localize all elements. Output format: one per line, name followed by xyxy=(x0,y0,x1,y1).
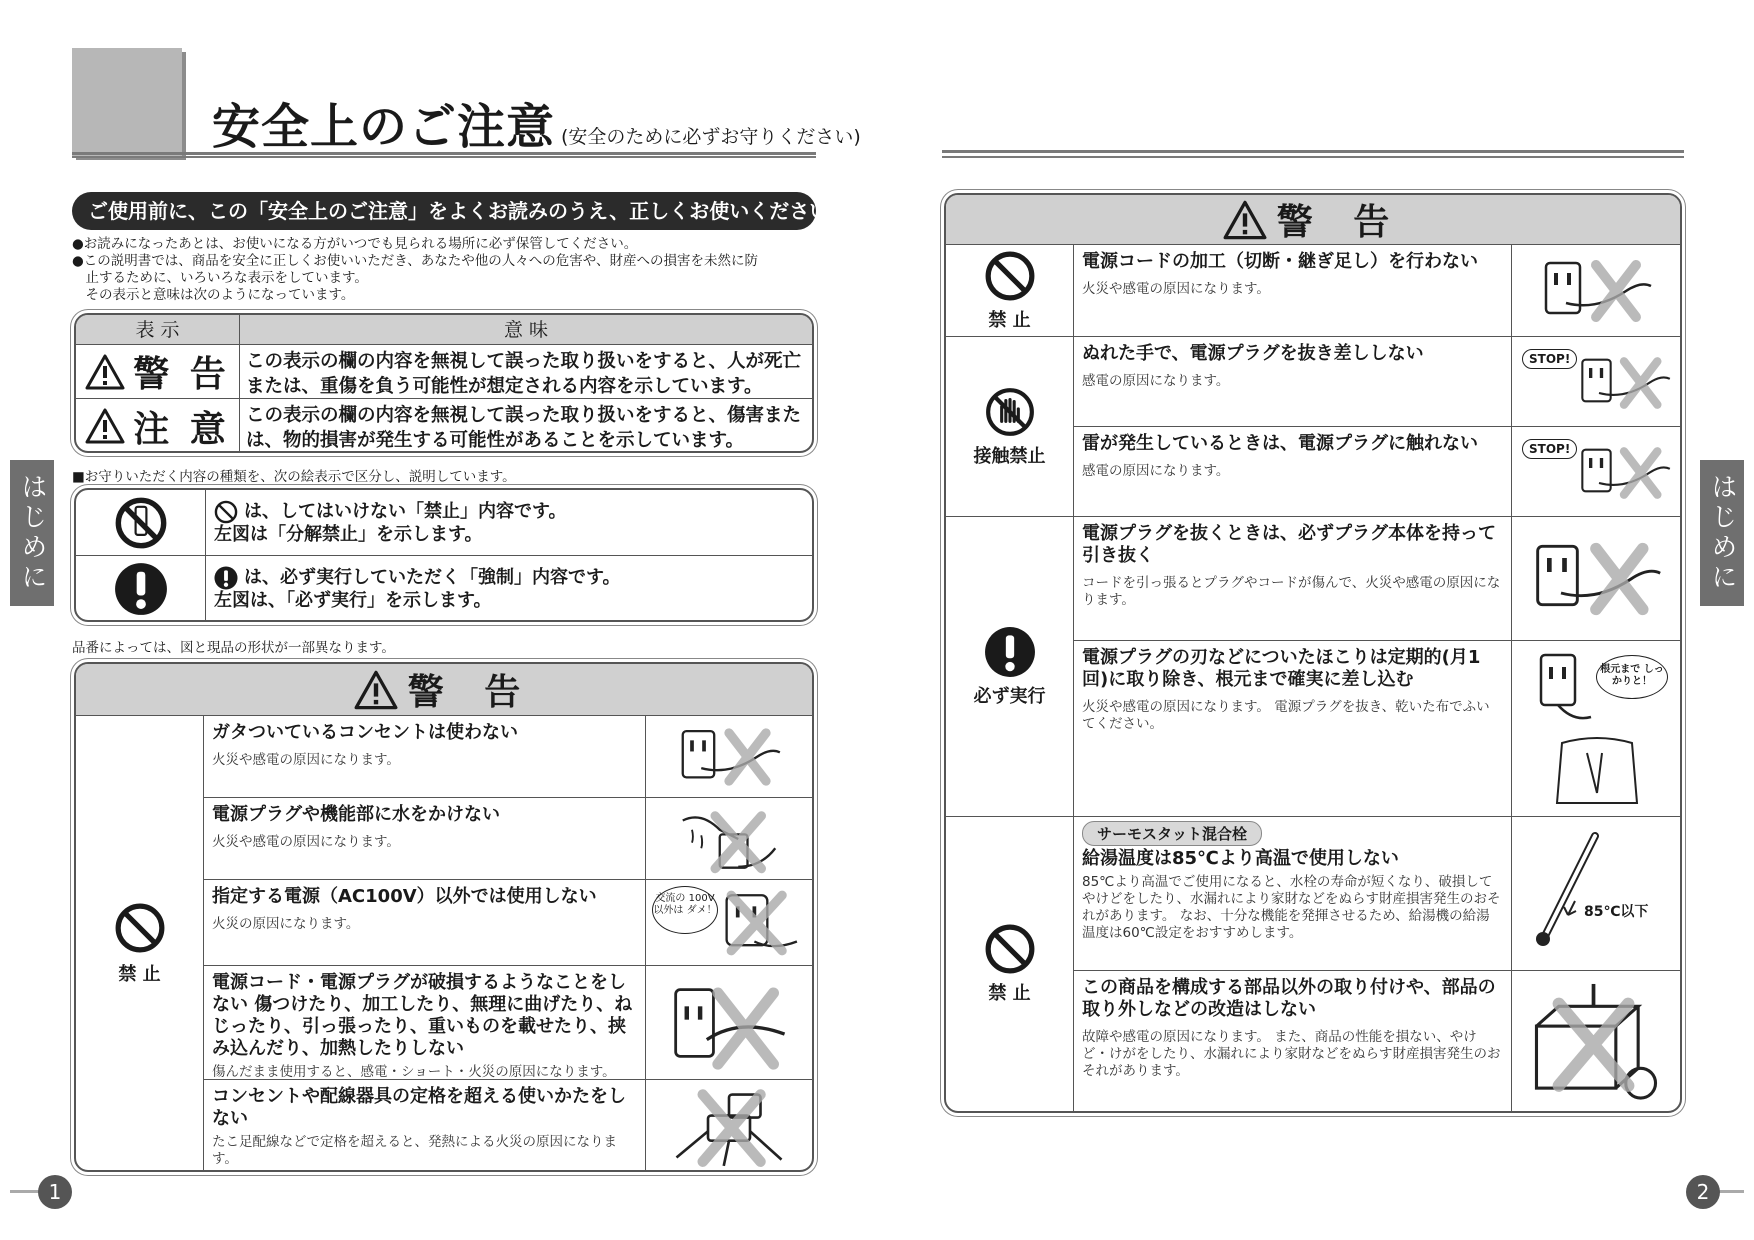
mandatory-icon xyxy=(984,626,1036,678)
symbol-example: 左図は「分解禁止」を示します。 xyxy=(214,523,483,545)
warning-row xyxy=(204,1080,812,1172)
warning-heading: 電源プラグを抜くときは、必ずプラグ本体を持って引き抜く xyxy=(1082,523,1496,566)
warning-detail: 火災や感電の原因になります。 xyxy=(212,834,400,850)
page-title xyxy=(212,88,861,157)
warning-row xyxy=(1074,337,1680,427)
thunder-illustration xyxy=(1574,433,1674,513)
intro-line: 止するために、いろいろな表示をしています。 xyxy=(72,270,368,286)
warning-row xyxy=(204,880,812,966)
warning-row xyxy=(1074,641,1680,817)
prohibit-icon xyxy=(984,250,1036,302)
header-rule-right xyxy=(942,150,1684,158)
warning-row xyxy=(204,716,812,798)
symbol-desc: は、してはいけない「禁止」内容です。 xyxy=(244,500,567,522)
prohibit-icon xyxy=(214,500,238,524)
warning-heading: 雷が発生しているときは、電源プラグに触れない xyxy=(1082,433,1478,454)
intro-line: ●この説明書では、商品を安全に正しくお使いいただき、あなたや他の人々への危害や、財産への損害を未然に防 xyxy=(72,253,758,269)
damaged-cord-illustration xyxy=(659,973,799,1073)
warning-heading: 給湯温度は85℃より高温で使用しない xyxy=(1082,848,1399,869)
group-label: 禁 止 xyxy=(988,309,1031,331)
prohibit-column xyxy=(946,245,1074,337)
speech-bubble: 根元まで しっかりと！ xyxy=(1596,655,1668,699)
legend-row-warning xyxy=(76,345,812,399)
warning-heading: 指定する電源（AC100V）以外では使用しない xyxy=(212,886,597,907)
symbol-desc: は、必ず実行していただく「強制」内容です。 xyxy=(244,567,621,588)
section-tab-left: はじめに xyxy=(10,460,54,606)
warning-row xyxy=(1074,971,1680,1111)
warning-detail: コードを引っ張るとプラグやコードが傷んで、火災や感電の原因になります。 xyxy=(1082,575,1501,608)
warning-heading: ガタついているコンセントは使わない xyxy=(212,722,518,743)
warning-heading: 電源プラグや機能部に水をかけない xyxy=(212,804,500,825)
thermometer-illustration xyxy=(1530,831,1610,951)
prohibit-label: 禁 止 xyxy=(118,964,161,985)
warning-triangle-icon xyxy=(85,408,125,444)
page-line xyxy=(10,1190,40,1193)
symbol-example: 左図は、「必ず実行」を示します。 xyxy=(214,590,492,611)
cut-cord-illustration xyxy=(1526,251,1666,331)
mandatory-column xyxy=(946,517,1074,817)
water-on-plug-illustration xyxy=(659,802,799,876)
prohibit-icon xyxy=(114,902,166,954)
warning-detail: 感電の原因になります。 xyxy=(1082,463,1230,479)
legend-header-meaning: 意 味 xyxy=(503,319,549,341)
warning-heading: 電源コード・電源プラグが破損するようなことをしない 傷つけたり、加工したり、無理に曲げたり、ねじったり、引っ張ったり、重いものを載せたり、挟み込んだり、加熱したりしない xyxy=(212,972,633,1059)
wet-hand-illustration xyxy=(1574,343,1674,423)
warning-detail: 感電の原因になります。 xyxy=(1082,373,1230,389)
warning-header xyxy=(76,664,812,716)
mandatory-icon xyxy=(114,562,168,616)
legend-meaning: この表示の欄の内容を無視して誤った取り扱いをすると、傷害または、物的損害が発生する可能性があることを示しています。 xyxy=(246,405,802,451)
warning-heading: 電源コードの加工（切断・継ぎ足し）を行わない xyxy=(1082,251,1478,272)
warning-heading: ぬれた手で、電源プラグを抜き差ししない xyxy=(1082,343,1424,364)
warning-detail: 火災や感電の原因になります。 xyxy=(212,752,400,768)
symbol-note: ■お守りいただく内容の種類を、次の絵表示で区分し、説明しています。 xyxy=(72,469,516,485)
warning-row xyxy=(204,966,812,1080)
symbol-row-prohibit xyxy=(76,490,812,556)
title-sub: (安全のために必ずお守りください) xyxy=(561,126,861,148)
shape-note: 品番によっては、図と現品の形状が一部異なります。 xyxy=(72,640,395,656)
warning-detail: 火災や感電の原因になります。 xyxy=(1082,281,1270,297)
outlet-illustration xyxy=(714,886,804,960)
prohibit-icon xyxy=(984,923,1036,975)
warning-detail: 火災や感電の原因になります。 電源プラグを抜き、乾いた布でふいてください。 xyxy=(1082,699,1490,732)
page-number-left: 1 xyxy=(38,1175,72,1209)
warning-header xyxy=(946,195,1680,245)
warning-detail: 傷んだまま使用すると、感電・ショート・火災の原因になります。 xyxy=(212,1064,616,1080)
legend-word: 警 告 xyxy=(133,354,230,395)
wipe-plug-illustration xyxy=(1542,733,1652,813)
no-touch-icon xyxy=(984,386,1036,438)
warning-row xyxy=(204,798,812,880)
warning-detail: 故障や感電の原因になります。 また、商品の性能を損ない、やけど・けがをしたり、水漏れにより家財などをぬらす財産損害発生のおそれがあります。 xyxy=(1082,1029,1501,1079)
right-warning-box xyxy=(944,193,1682,1113)
stop-badge: STOP! xyxy=(1522,439,1577,459)
warning-triangle-icon xyxy=(1223,200,1267,240)
intro-banner: ご使用前に、この「安全上のご注意」をよくお読みのうえ、正しくお使いください。 xyxy=(72,192,816,230)
temp-label: 85℃以下 xyxy=(1584,904,1649,920)
speech-bubble: 交流の 100V以外は ダメ！ xyxy=(652,886,718,934)
warning-detail: 火災の原因になります。 xyxy=(212,916,360,932)
intro-text xyxy=(72,236,820,304)
warning-triangle-icon xyxy=(354,670,398,710)
warning-detail: たこ足配線などで定格を超えると、発熱による火災の原因になります。 xyxy=(212,1134,617,1167)
legend-word: 注 意 xyxy=(133,408,230,450)
prohibit-column xyxy=(76,716,204,1172)
intro-line: ●お読みになったあとは、お使いになる方がいつでも見られる場所に必ず保管してください。 xyxy=(72,236,638,252)
legend-meaning: この表示の欄の内容を無視して誤った取り扱いをすると、人が死亡または、重傷を負う可能性が想定される内容を示しています。 xyxy=(246,351,802,397)
stop-badge: STOP! xyxy=(1522,349,1577,369)
left-warning-box xyxy=(74,662,814,1172)
modification-illustration xyxy=(1521,979,1671,1103)
overloaded-outlet-illustration xyxy=(659,1084,799,1168)
legend-table xyxy=(74,313,814,453)
loose-outlet-illustration xyxy=(659,720,799,794)
warning-word: 警 告 xyxy=(1276,202,1404,243)
warning-detail: 85℃より高温でご使用になると、水栓の寿命が短くなり、破損してやけどをしたり、水漏れにより家財などをぬらす財産損害発生のおそれがあります。 なお、十分な機能を発揮させるため、給湯機の給湯温度は60℃設定をおすすめします。 xyxy=(1082,874,1501,941)
warning-word: 警 告 xyxy=(407,672,535,713)
warning-triangle-icon xyxy=(85,354,125,390)
warning-row xyxy=(1074,427,1680,517)
product-pill: サーモスタット混合栓 xyxy=(1082,821,1262,846)
prohibit-column xyxy=(946,817,1074,1111)
page-number-right: 2 xyxy=(1686,1175,1720,1209)
legend-row-caution xyxy=(76,399,812,453)
legend-header-display: 表 示 xyxy=(76,315,240,344)
warning-heading: 電源プラグの刃などについたほこりは定期的(月1回)に取り除き、根元まで確実に差し込む xyxy=(1082,647,1481,690)
no-disassembly-icon xyxy=(114,496,168,550)
no-touch-column xyxy=(946,337,1074,517)
warning-row xyxy=(1074,517,1680,641)
title-main: 安全上のご注意 xyxy=(212,99,556,155)
warning-heading: コンセントや配線器具の定格を超える使いかたをしない xyxy=(212,1086,626,1129)
warning-heading: この商品を構成する部品以外の取り付けや、部品の取り外しなどの改造はしない xyxy=(1082,977,1496,1020)
intro-line: その表示と意味は次のようになっています。 xyxy=(72,287,355,303)
title-rule xyxy=(72,152,816,158)
group-label: 禁 止 xyxy=(988,983,1031,1004)
section-marker xyxy=(72,48,182,156)
warning-row xyxy=(1074,817,1680,971)
symbol-table xyxy=(74,488,814,622)
mandatory-small-icon xyxy=(214,566,238,590)
warning-row xyxy=(1074,245,1680,337)
insert-plug-illustration xyxy=(1528,647,1598,727)
symbol-row-mandatory xyxy=(76,556,812,622)
pull-plug-illustration xyxy=(1526,531,1666,627)
group-label: 接触禁止 xyxy=(973,445,1046,467)
group-label: 必ず実行 xyxy=(973,685,1046,707)
section-tab-right: はじめに xyxy=(1700,460,1744,606)
